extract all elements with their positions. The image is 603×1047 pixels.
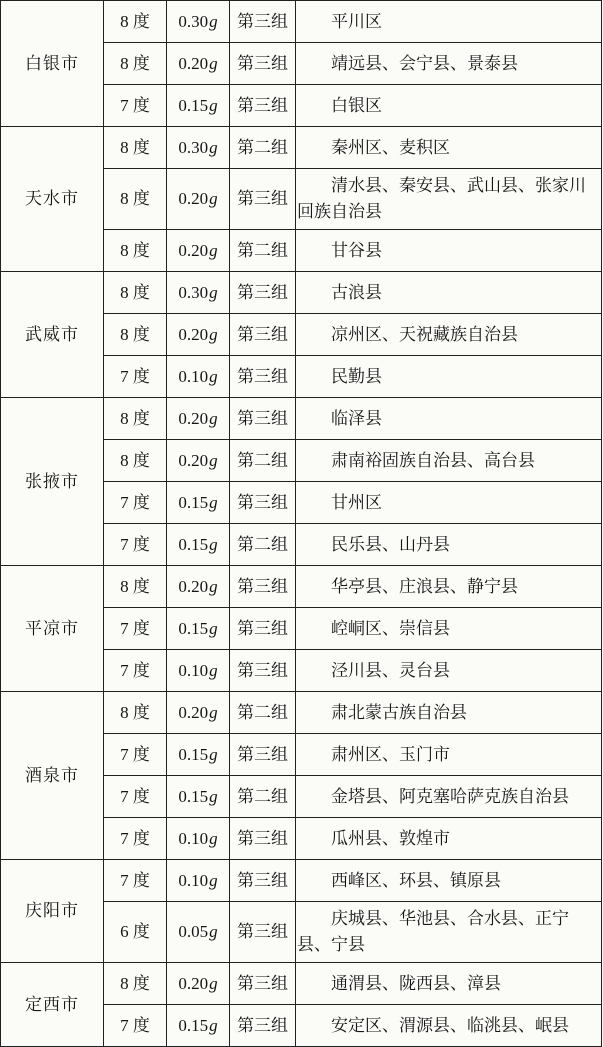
areas-cell: 肃州区、玉门市 xyxy=(296,734,602,776)
acceleration-value: 0.10 xyxy=(178,660,209,680)
intensity-cell: 7 度 xyxy=(104,860,167,902)
acceleration-unit: g xyxy=(209,870,218,890)
intensity-cell: 7 度 xyxy=(104,818,167,860)
acceleration-value: 0.10 xyxy=(178,828,209,848)
design-group-cell: 第三组 xyxy=(230,818,296,860)
design-group-cell: 第二组 xyxy=(230,127,296,169)
table-row xyxy=(1,963,602,1005)
intensity-cell: 7 度 xyxy=(104,85,167,127)
areas-cell: 清水县、秦安县、武山县、张家川回族自治县 xyxy=(296,169,602,230)
city-cell: 定西市 xyxy=(1,963,104,1047)
acceleration-value: 0.15 xyxy=(178,786,209,806)
intensity-cell: 7 度 xyxy=(104,776,167,818)
acceleration-cell xyxy=(167,482,230,524)
acceleration-unit: g xyxy=(209,366,218,386)
acceleration-cell xyxy=(167,963,230,1005)
areas-cell: 泾川县、灵台县 xyxy=(296,650,602,692)
areas-cell: 靖远县、会宁县、景泰县 xyxy=(296,43,602,85)
acceleration-unit: g xyxy=(209,786,218,806)
acceleration-unit: g xyxy=(209,137,218,157)
design-group-cell: 第三组 xyxy=(230,1,296,43)
areas-cell: 凉州区、天祝藏族自治县 xyxy=(296,314,602,356)
design-group-cell: 第三组 xyxy=(230,902,296,963)
acceleration-cell xyxy=(167,1,230,43)
acceleration-value: 0.20 xyxy=(178,408,209,428)
intensity-cell: 8 度 xyxy=(104,169,167,230)
acceleration-unit: g xyxy=(209,744,218,764)
design-group-cell: 第三组 xyxy=(230,356,296,398)
acceleration-unit: g xyxy=(209,618,218,638)
intensity-cell: 8 度 xyxy=(104,43,167,85)
acceleration-unit: g xyxy=(209,973,218,993)
areas-cell: 肃南裕固族自治县、高台县 xyxy=(296,440,602,482)
acceleration-unit: g xyxy=(209,95,218,115)
acceleration-value: 0.20 xyxy=(178,702,209,722)
table-row xyxy=(1,566,602,608)
acceleration-value: 0.05 xyxy=(178,922,209,941)
intensity-cell: 8 度 xyxy=(104,398,167,440)
design-group-cell: 第三组 xyxy=(230,650,296,692)
areas-cell: 秦州区、麦积区 xyxy=(296,127,602,169)
city-cell: 天水市 xyxy=(1,127,104,272)
areas-cell: 华亭县、庄浪县、静宁县 xyxy=(296,566,602,608)
design-group-cell: 第三组 xyxy=(230,963,296,1005)
acceleration-unit: g xyxy=(209,324,218,344)
design-group-cell: 第二组 xyxy=(230,692,296,734)
design-group-cell: 第三组 xyxy=(230,43,296,85)
design-group-cell: 第二组 xyxy=(230,776,296,818)
acceleration-cell xyxy=(167,692,230,734)
areas-cell: 金塔县、阿克塞哈萨克族自治县 xyxy=(296,776,602,818)
acceleration-cell xyxy=(167,524,230,566)
acceleration-unit: g xyxy=(209,189,218,208)
intensity-cell: 8 度 xyxy=(104,127,167,169)
design-group-cell: 第三组 xyxy=(230,1005,296,1047)
intensity-cell: 8 度 xyxy=(104,440,167,482)
acceleration-unit: g xyxy=(209,828,218,848)
acceleration-value: 0.30 xyxy=(178,137,209,157)
acceleration-value: 0.10 xyxy=(178,366,209,386)
intensity-cell: 8 度 xyxy=(104,1,167,43)
areas-cell: 平川区 xyxy=(296,1,602,43)
intensity-cell: 8 度 xyxy=(104,272,167,314)
acceleration-unit: g xyxy=(209,1015,218,1035)
acceleration-cell xyxy=(167,776,230,818)
acceleration-unit: g xyxy=(209,702,218,722)
acceleration-unit: g xyxy=(209,922,218,941)
areas-cell: 甘州区 xyxy=(296,482,602,524)
city-cell: 平凉市 xyxy=(1,566,104,692)
acceleration-unit: g xyxy=(209,534,218,554)
intensity-cell: 8 度 xyxy=(104,963,167,1005)
acceleration-value: 0.20 xyxy=(178,53,209,73)
design-group-cell: 第二组 xyxy=(230,230,296,272)
areas-cell: 古浪县 xyxy=(296,272,602,314)
intensity-cell: 7 度 xyxy=(104,482,167,524)
acceleration-unit: g xyxy=(209,576,218,596)
table-row xyxy=(1,860,602,902)
intensity-cell: 8 度 xyxy=(104,230,167,272)
intensity-cell: 7 度 xyxy=(104,1005,167,1047)
acceleration-value: 0.15 xyxy=(178,492,209,512)
intensity-cell: 7 度 xyxy=(104,608,167,650)
design-group-cell: 第三组 xyxy=(230,860,296,902)
acceleration-cell xyxy=(167,314,230,356)
acceleration-cell xyxy=(167,127,230,169)
acceleration-cell xyxy=(167,860,230,902)
acceleration-value: 0.20 xyxy=(178,450,209,470)
intensity-cell: 8 度 xyxy=(104,692,167,734)
table-row xyxy=(1,398,602,440)
design-group-cell: 第二组 xyxy=(230,440,296,482)
design-group-cell: 第三组 xyxy=(230,734,296,776)
table-row xyxy=(1,127,602,169)
areas-cell: 白银区 xyxy=(296,85,602,127)
city-cell: 武威市 xyxy=(1,272,104,398)
acceleration-unit: g xyxy=(209,450,218,470)
areas-cell: 民乐县、山丹县 xyxy=(296,524,602,566)
acceleration-value: 0.15 xyxy=(178,95,209,115)
table-row xyxy=(1,1,602,43)
acceleration-unit: g xyxy=(209,408,218,428)
city-cell: 白银市 xyxy=(1,1,104,127)
areas-cell: 甘谷县 xyxy=(296,230,602,272)
acceleration-value: 0.15 xyxy=(178,534,209,554)
areas-cell: 庆城县、华池县、合水县、正宁县、宁县 xyxy=(296,902,602,963)
acceleration-value: 0.30 xyxy=(178,282,209,302)
design-group-cell: 第二组 xyxy=(230,524,296,566)
acceleration-cell xyxy=(167,566,230,608)
acceleration-value: 0.10 xyxy=(178,870,209,890)
intensity-cell: 6 度 xyxy=(104,902,167,963)
acceleration-cell xyxy=(167,85,230,127)
design-group-cell: 第三组 xyxy=(230,482,296,524)
areas-cell: 瓜州县、敦煌市 xyxy=(296,818,602,860)
design-group-cell: 第三组 xyxy=(230,566,296,608)
design-group-cell: 第三组 xyxy=(230,85,296,127)
acceleration-unit: g xyxy=(209,240,218,260)
acceleration-cell xyxy=(167,902,230,963)
areas-cell: 安定区、渭源县、临洮县、岷县 xyxy=(296,1005,602,1047)
table-row xyxy=(1,272,602,314)
acceleration-cell xyxy=(167,272,230,314)
acceleration-cell xyxy=(167,734,230,776)
acceleration-unit: g xyxy=(209,11,218,31)
acceleration-cell xyxy=(167,440,230,482)
acceleration-value: 0.20 xyxy=(178,973,209,993)
intensity-cell: 7 度 xyxy=(104,734,167,776)
intensity-cell: 7 度 xyxy=(104,356,167,398)
acceleration-cell xyxy=(167,169,230,230)
table-row xyxy=(1,692,602,734)
acceleration-cell xyxy=(167,650,230,692)
areas-cell: 崆峒区、崇信县 xyxy=(296,608,602,650)
intensity-cell: 7 度 xyxy=(104,650,167,692)
acceleration-value: 0.20 xyxy=(178,189,209,208)
acceleration-value: 0.30 xyxy=(178,11,209,31)
acceleration-cell xyxy=(167,398,230,440)
areas-cell: 通渭县、陇西县、漳县 xyxy=(296,963,602,1005)
city-cell: 庆阳市 xyxy=(1,860,104,963)
acceleration-value: 0.20 xyxy=(178,324,209,344)
intensity-cell: 7 度 xyxy=(104,524,167,566)
acceleration-cell xyxy=(167,608,230,650)
city-cell: 酒泉市 xyxy=(1,692,104,860)
acceleration-value: 0.15 xyxy=(178,744,209,764)
design-group-cell: 第三组 xyxy=(230,608,296,650)
acceleration-cell xyxy=(167,230,230,272)
design-group-cell: 第三组 xyxy=(230,314,296,356)
design-group-cell: 第三组 xyxy=(230,272,296,314)
design-group-cell: 第三组 xyxy=(230,398,296,440)
acceleration-unit: g xyxy=(209,660,218,680)
acceleration-cell xyxy=(167,43,230,85)
intensity-cell: 8 度 xyxy=(104,566,167,608)
areas-cell: 肃北蒙古族自治县 xyxy=(296,692,602,734)
acceleration-unit: g xyxy=(209,492,218,512)
acceleration-cell xyxy=(167,356,230,398)
acceleration-value: 0.15 xyxy=(178,1015,209,1035)
acceleration-unit: g xyxy=(209,53,218,73)
acceleration-value: 0.20 xyxy=(178,240,209,260)
city-cell: 张掖市 xyxy=(1,398,104,566)
acceleration-unit: g xyxy=(209,282,218,302)
intensity-cell: 8 度 xyxy=(104,314,167,356)
acceleration-cell xyxy=(167,1005,230,1047)
areas-cell: 临泽县 xyxy=(296,398,602,440)
design-group-cell: 第三组 xyxy=(230,169,296,230)
areas-cell: 西峰区、环县、镇原县 xyxy=(296,860,602,902)
areas-cell: 民勤县 xyxy=(296,356,602,398)
acceleration-value: 0.20 xyxy=(178,576,209,596)
acceleration-value: 0.15 xyxy=(178,618,209,638)
acceleration-cell xyxy=(167,818,230,860)
